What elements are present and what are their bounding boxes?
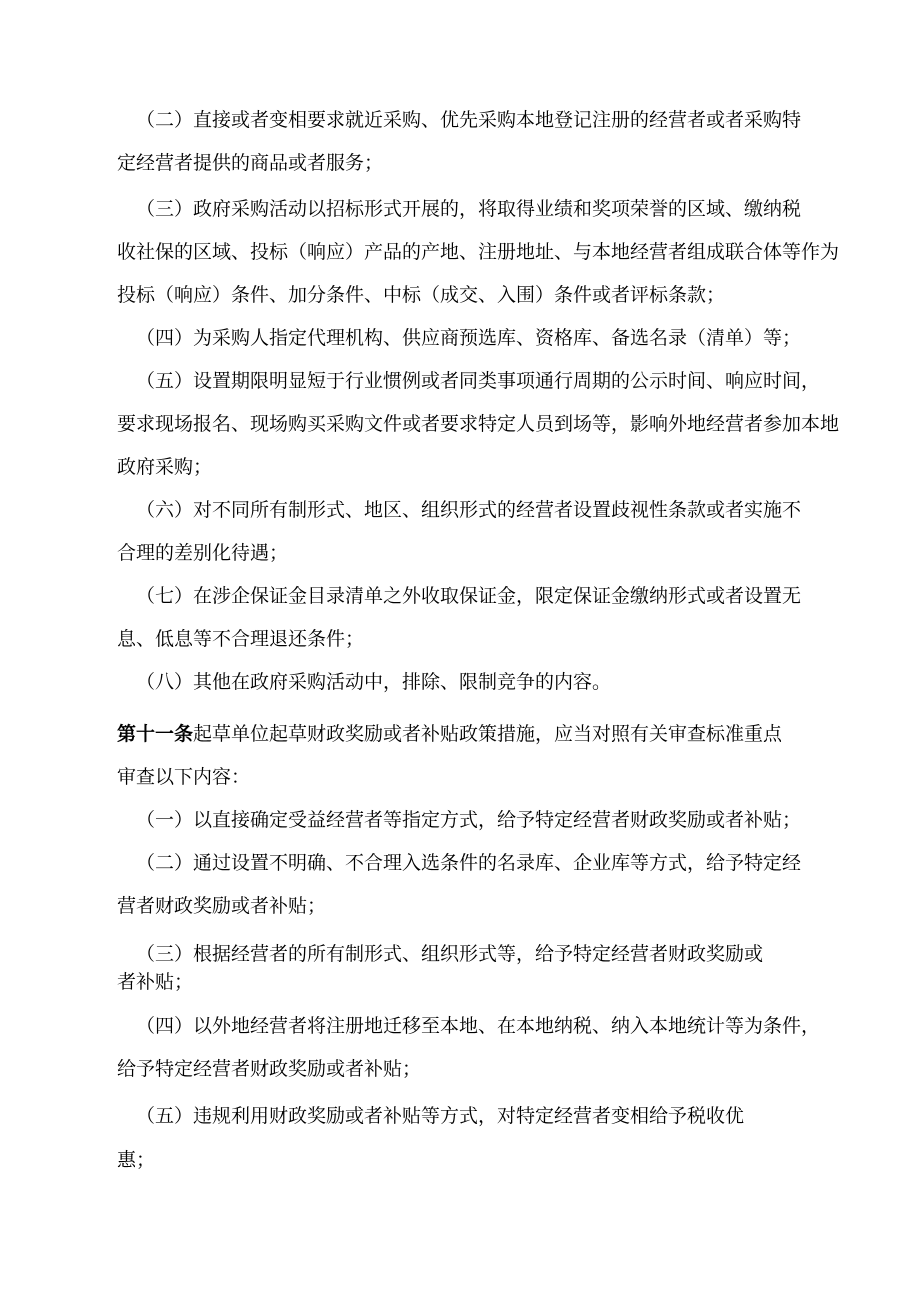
article11-line1 [117,722,782,746]
item8-line1: （八）其他在政府采购活动中，排除、限制竞争的内容。 [136,671,612,693]
item7-line2: 息、低息等不合理退还条件； [117,628,365,650]
item5-line3: 政府采购； [117,456,213,478]
a11-item5-line2: 惠； [117,1149,156,1171]
a11-item3-line2: 者补贴； [117,971,194,993]
article11-heading: 第十一条 [117,723,194,745]
a11-item2-line1: （二）通过设置不明确、不合理入选条件的名录库、企业库等方式，给予特定经 [136,852,802,874]
item4-line1: （四）为采购人指定代理机构、供应商预选库、资格库、备选名录（清单）等； [136,327,802,349]
item6-line2: 合理的差别化待遇； [117,542,289,564]
item5-line1: （五）设置期限明显短于行业惯例或者同类事项通行周期的公示时间、响应时间， [136,370,821,392]
a11-item5-line1: （五）违规利用财政奖励或者补贴等方式，对特定经营者变相给予税收优 [136,1105,745,1127]
item5-line2: 要求现场报名、现场购买采购文件或者要求特定人员到场等，影响外地经营者参加本地 [117,413,840,435]
item6-line1: （六）对不同所有制形式、地区、组织形式的经营者设置歧视性条款或者实施不 [136,499,802,521]
item2-line1: （二）直接或者变相要求就近采购、优先采购本地登记注册的经营者或者采购特 [136,109,802,131]
item7-line1: （七）在涉企保证金目录清单之外收取保证金，限定保证金缴纳形式或者设置无 [136,585,802,607]
article11-line2: 审查以下内容： [117,766,251,788]
article11-text: 起草单位起草财政奖励或者补贴政策措施，应当对照有关审查标准重点 [193,723,783,745]
item2-line2: 定经营者提供的商品或者服务； [117,152,384,174]
a11-item3-line1: （三）根据经营者的所有制形式、组织形式等，给予特定经营者财政奖励或 [136,943,764,965]
item3-line2: 收社保的区域、投标（响应）产品的产地、注册地址、与本地经营者组成联合体等作为 [117,241,840,263]
item3-line1: （三）政府采购活动以招标形式开展的，将取得业绩和奖项荣誉的区域、缴纳税 [136,198,802,220]
a11-item4-line1: （四）以外地经营者将注册地迁移至本地、在本地纳税、纳入本地统计等为条件， [136,1015,821,1037]
a11-item4-line2: 给予特定经营者财政奖励或者补贴； [117,1058,422,1080]
a11-item1-line1: （一）以直接确定受益经营者等指定方式，给予特定经营者财政奖励或者补贴； [136,809,802,831]
a11-item2-line2: 营者财政奖励或者补贴； [117,895,327,917]
item3-line3: 投标（响应）条件、加分条件、中标（成交、入围）条件或者评标条款； [117,284,726,306]
